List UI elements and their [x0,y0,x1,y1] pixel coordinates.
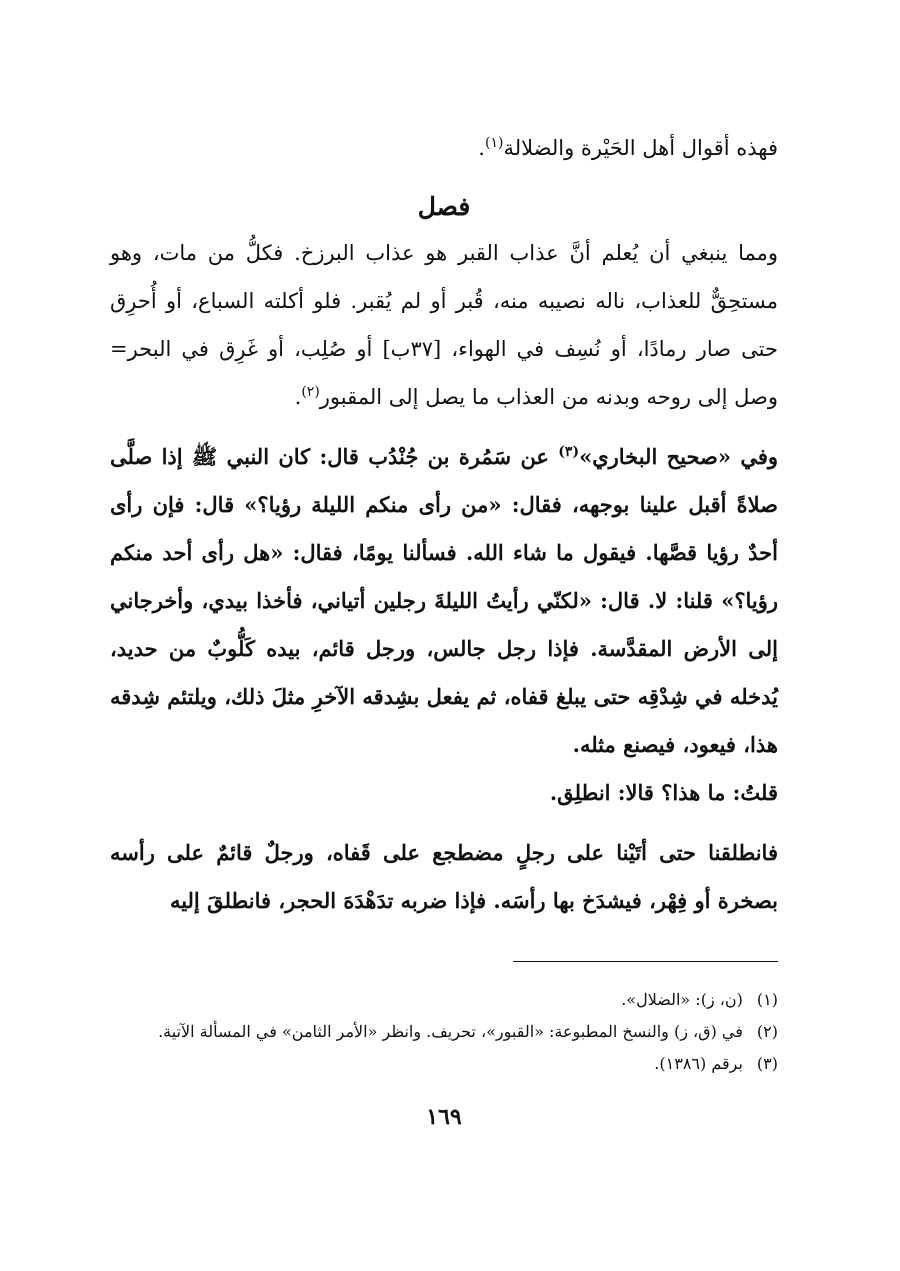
footnote-text: في (ق، ز) والنسخ المطبوعة: «القبور»، تحريف. وانظر «الأمر الثامن» في المسألة الآتية. [158,1022,743,1041]
footnote-2 [110,1016,778,1048]
footnote-ref-3[interactable]: (٣) [558,444,580,460]
footnote-1 [110,984,778,1016]
footnote-number: (٣) [756,1054,778,1073]
paragraph-1 [110,229,778,421]
footnote-number: (١) [756,990,778,1009]
footnote-text: برقم (١٣٨٦). [654,1054,743,1073]
footnote-text: (ن، ز): «الضلال». [621,990,743,1009]
paragraph-1-text: ومما ينبغي أن يُعلم أنَّ عذاب القبر هو عذاب البرزخ. فكلُّ من مات، وهو مستحِقٌّ للعذاب، ناله نصيبه منه، قُبر أو لم يُقبر. فلو أكلته السباع، أو أُحرِق حتى صار رمادًا، أو نُسِف في الهواء، [٣٧ب] أو صُلِب، أو غَرِق في البحر= وصل إلى روحه وبدنه من العذاب ما يصل إلى المقبور [110,241,778,409]
footnote-ref-2[interactable]: (٢) [301,384,320,400]
footnote-separator [513,961,778,962]
opening-end: . [478,136,485,160]
page [110,110,778,1190]
opening-text: فهذه أقوال أهل الحَيْرة والضلالة [503,136,778,160]
paragraph-2 [110,433,778,769]
paragraph-3: قلتُ: ما هذا؟ قالا: انطلِق. [549,780,778,805]
footnote-ref-1[interactable]: (١) [484,135,504,151]
paragraph-2-text: عن سَمُرة بن جُنْدُب قال: كان النبي ﷺ إذا صلَّى صلاةً أقبل علينا بوجهه، فقال: «من رأى منكم الليلة رؤيا؟» قال: فإن رأى أحدٌ رؤيا قصَّها. فيقول ما شاء الله. فسألنا يومًا، فقال: «هل رأى أحد منكم رؤيا؟» قلنا: لا. قال: «لكنّي رأيتُ الليلةَ رجلين أتياني، فأخذا بيدي، وأخرجاني إلى الأرض المقدَّسة. فإذا رجل جالس، ورجل قائم، بيده كَلُّوبٌ من حديد، يُدخله في شِدْقِه حتى يبلغ قفاه، ثم يفعل بشِدقه الآخرِ مثلَ ذلك، ويلتئم شِدقه هذا، فيعود، فيصنع مثله. [110,444,778,757]
opening-line [110,124,778,172]
paragraph-1-end: . [294,385,302,409]
footnote-number: (٢) [756,1022,778,1041]
page-number: ١٦٩ [426,1104,462,1130]
section-heading: فصل [417,192,471,221]
paragraph-4: فانطلقنا حتى أتَيْنا على رجلٍ مضطجع على قَفاه، ورجلٌ قائمٌ على رأسه بصخرة أو فِهْر، فيشدَخ بها رأسَه. فإذا ضربه تدَهْدَهَ الحجر، فانطلقَ إليه [110,840,778,913]
paragraph-2-lead: وفي «صحيح البخاري» [579,444,779,469]
footnote-3 [110,1048,778,1080]
